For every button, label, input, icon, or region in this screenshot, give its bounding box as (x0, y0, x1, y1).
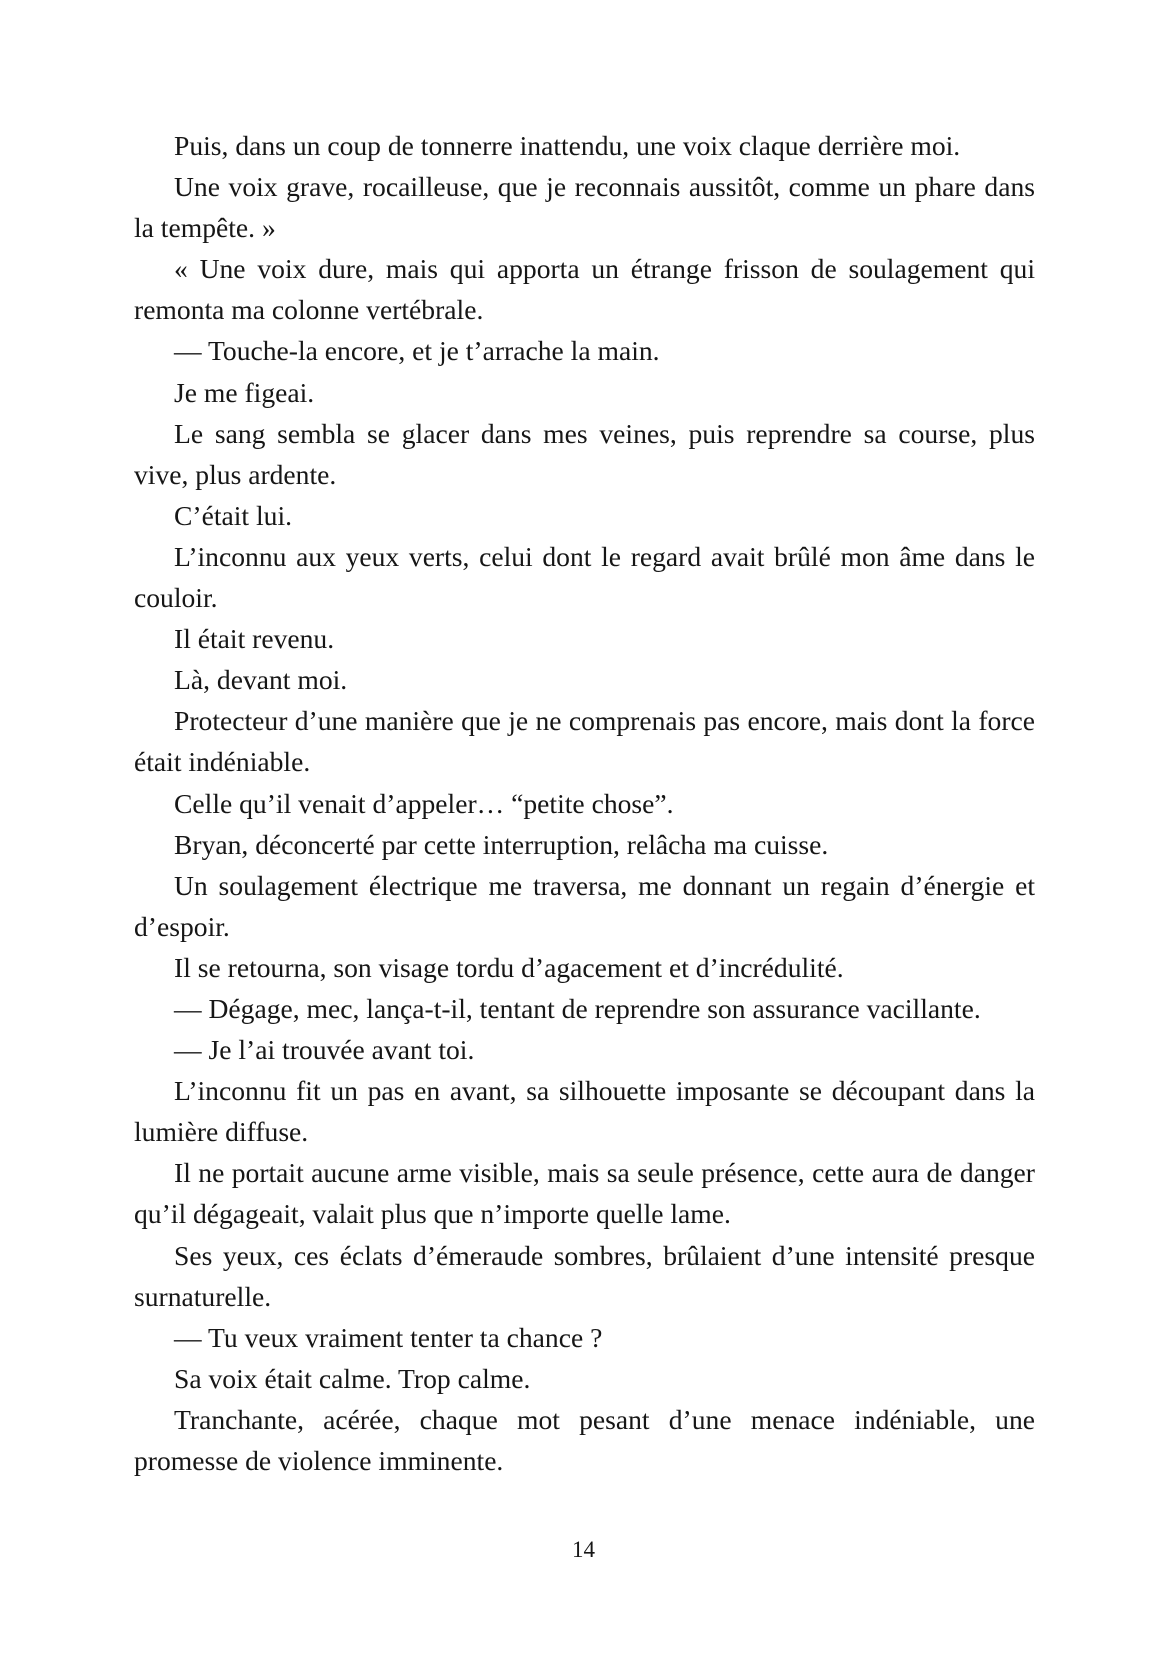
paragraph: L’inconnu aux yeux verts, celui dont le regard avait brûlé mon âme dans le couloir. (134, 540, 1035, 614)
paragraph: Il ne portait aucune arme visible, mais sa seule présence, cette aura de danger qu’il dégageait, valait plus que n’importe quelle lame. (134, 1157, 1035, 1230)
paragraph: Là, devant moi. (174, 664, 348, 696)
paragraph: Il se retourna, son visage tordu d’agacement et d’incrédulité. (174, 951, 844, 983)
paragraph: Ses yeux, ces éclats d’émeraude sombres, brûlaient d’une intensité presque surnaturelle. (134, 1239, 1035, 1312)
dialogue-line: — Touche-la encore, et je t’arrache la main. (174, 335, 660, 367)
dialogue-line: — Dégage, mec, lança-t-il, tentant de reprendre son assurance vacillante. (174, 992, 981, 1024)
paragraph: L’inconnu fit un pas en avant, sa silhouette imposante se découpant dans la lumière diffuse. (134, 1075, 1035, 1148)
paragraph: C’était lui. (174, 499, 293, 531)
page-number: 14 (572, 1537, 595, 1562)
paragraph: Protecteur d’une manière que je ne comprenais pas encore, mais dont la force était indéniable. (134, 705, 1035, 778)
paragraph: Bryan, déconcerté par cette interruption, relâcha ma cuisse. (174, 828, 829, 860)
paragraph: Tranchante, acérée, chaque mot pesant d’une menace indéniable, une promesse de violence imminente. (134, 1403, 1035, 1476)
paragraph: Puis, dans un coup de tonnerre inattendu, une voix claque derrière moi. (174, 130, 961, 161)
paragraph: Il était revenu. (174, 623, 335, 655)
paragraph: Le sang sembla se glacer dans mes veines, puis reprendre sa course, plus vive, plus ardente. (134, 417, 1035, 490)
paragraph: Sa voix était calme. Trop calme. (174, 1362, 531, 1394)
paragraph: « Une voix dure, mais qui apporta un étrange frisson de soulagement qui remonta ma colonne vertébrale. (134, 253, 1035, 326)
paragraph: Une voix grave, rocailleuse, que je reconnais aussitôt, comme un phare dans la tempête. » (134, 171, 1035, 244)
dialogue-line: — Je l’ai trouvée avant toi. (174, 1034, 475, 1066)
dialogue-line: — Tu veux vraiment tenter ta chance ? (174, 1321, 603, 1353)
page-body-text (134, 125, 1035, 1481)
paragraph: Je me figeai. (174, 376, 315, 408)
paragraph: Un soulagement électrique me traversa, me donnant un regain d’énergie et d’espoir. (134, 869, 1035, 942)
paragraph: Celle qu’il venait d’appeler… “petite chose”. (174, 787, 674, 819)
